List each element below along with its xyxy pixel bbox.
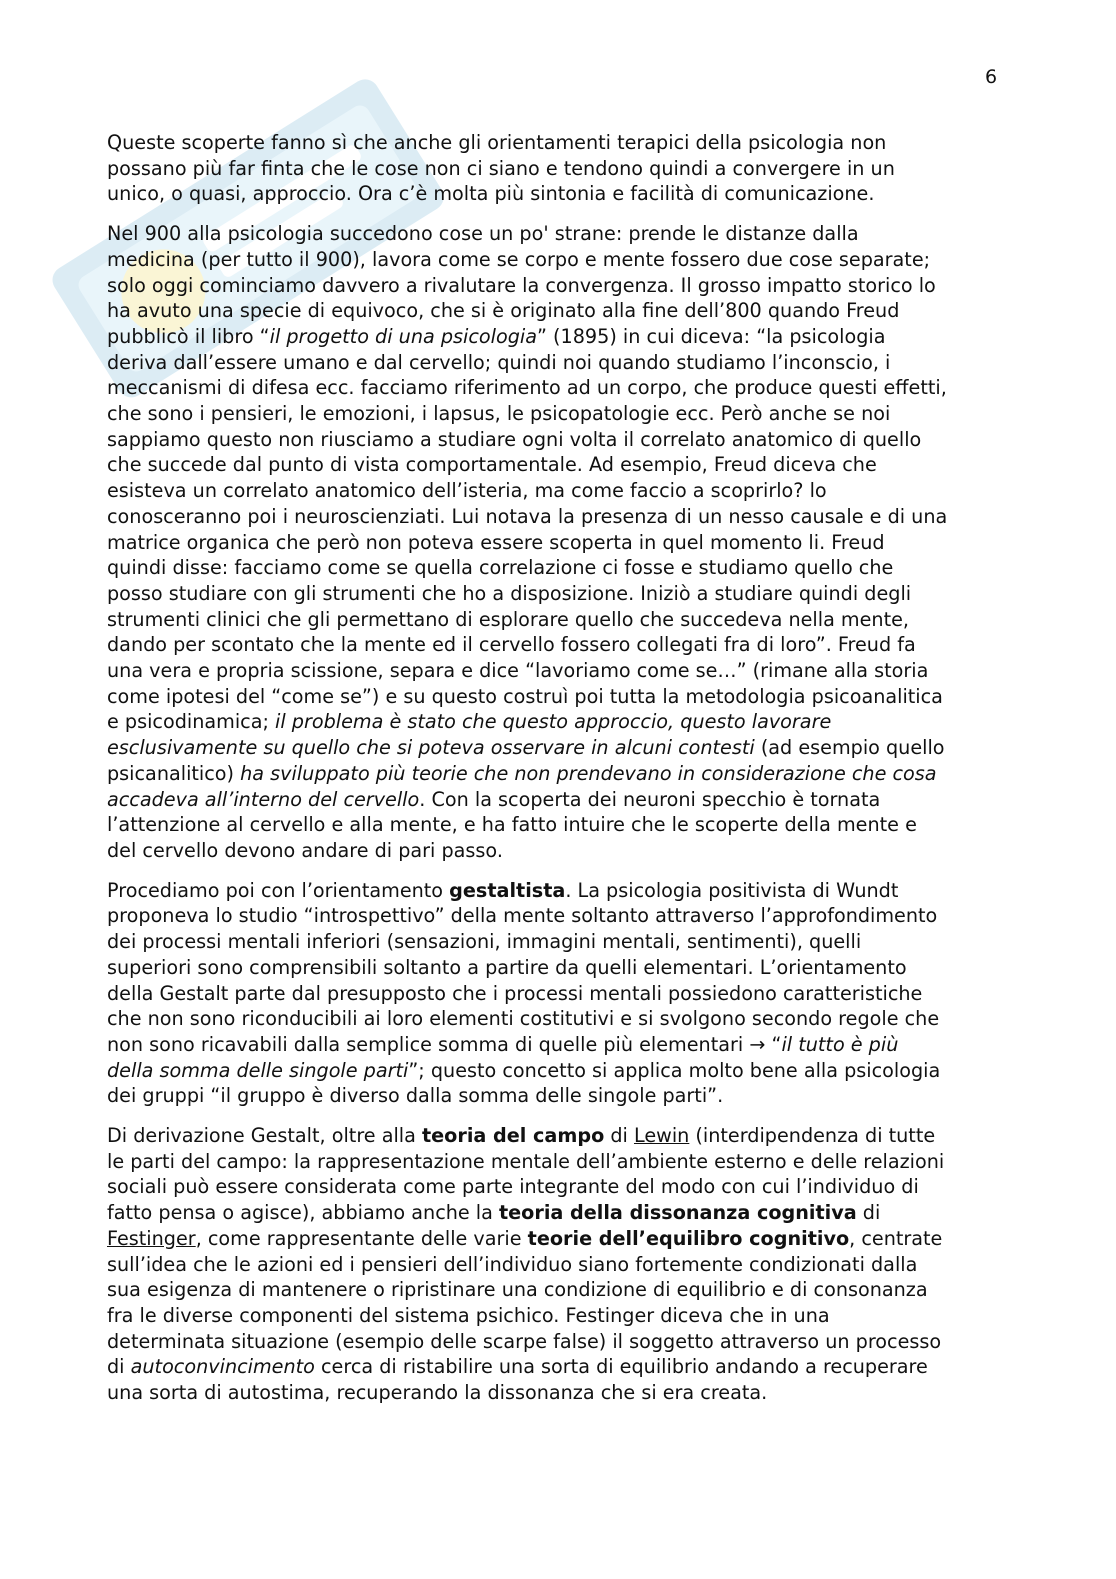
text-run: ”; questo concetto si applica molto bene alla psicologia dei gruppi “il gruppo è diverso dalla somma delle singole parti”. [107, 1058, 941, 1108]
paragraph-convergence: Queste scoperte fanno sì che anche gli orientamenti terapici della psicologia non possano più far finta che le cose non ci siano e tendono quindi a convergere in un unico, o quasi, approccio. Ora c’è molta più sintonia e facilità di comunicazione. [107, 131, 895, 206]
italic-run: il tutto è più della somma delle singole parti [107, 1032, 899, 1082]
text-run: di [604, 1124, 634, 1148]
italic-run: ha sviluppato più teorie che non prendevano in considerazione che cosa accadeva all’interno del cervello [107, 761, 937, 811]
text-run: , centrate sull’idea che le azioni ed i pensieri dell’individuo siano fortemente condizionati dalla sua esigenza di mantenere o ripristinare una condizione di equilibrio e di consonanza fra le diverse componenti del sistema psichico. Festinger diceva che in una determinata situazione (esempio delle scarpe false) il soggetto attraverso un processo di [107, 1226, 943, 1379]
paragraph-freud [107, 221, 1003, 864]
bold-term: teoria della dissonanza cognitiva [499, 1201, 857, 1225]
underlined-name-festinger: Festinger [107, 1226, 196, 1250]
document-body [107, 130, 1003, 1420]
text-run: , come rappresentante delle varie [195, 1226, 528, 1250]
text-run: cerca di ristabilire una sorta di equilibrio andando a recuperare una sorta di autostima, recuperando la dissonanza che si era creata. [107, 1355, 928, 1405]
bold-term: teoria del campo [421, 1124, 605, 1148]
italic-run: il problema è stato che questo approccio, questo lavorare esclusivamente su quello che si poteva osservare in alcuni contesti [107, 710, 832, 760]
italic-run: il progetto di una psicologia [269, 324, 537, 348]
bold-term: gestaltista [449, 878, 566, 902]
text-run: (ad esempio quello psicanalitico) [107, 736, 945, 785]
page-number: 6 [985, 66, 998, 88]
bold-term: teorie dell’equilibro cognitivo [527, 1226, 850, 1250]
text-run: Di derivazione Gestalt, oltre alla [107, 1124, 422, 1148]
italic-run: autoconvincimento [130, 1355, 315, 1379]
text-run: Nel 900 alla psicologia succedono cose un po' strane: prende le distanze dalla medicina (per tutto il 900), lavora come se corpo e mente fossero due cose separate; solo oggi cominciamo davvero a rivalutare la convergenza. Il grosso impatto storico lo ha avuto una specie di equivoco, che si è originato alla fine dell’800 quando Freud pubblicò il libro “ [107, 222, 936, 348]
text-run: . La psicologia positivista di Wundt proponeva lo studio “introspettivo” della mente soltanto attraverso l’approfondimento dei processi mentali inferiori (sensazioni, immagini mentali, sentimenti), quelli superiori sono comprensibili soltanto a partire da quelli elementari. L’orientamento della Gestalt parte dal presupposto che i processi mentali possiedono caratteristiche che non sono riconducibili ai loro elementi costitutivi e si svolgono secondo regole che non sono ricavabili dalla semplice somma di quelle più elementari [107, 878, 940, 1056]
arrow-right-icon: → [749, 1032, 766, 1056]
text-run: (interdipendenza di tutte le parti del campo: la rappresentazione mentale dell’ambiente esterno e delle relazioni sociali può essere considerata come parte integrante del modo con cui l’individuo di fatto pensa o agisce), abbiamo anche la [107, 1124, 945, 1225]
text-run: . Con la scoperta dei neuroni specchio è tornata l’attenzione al cervello e alla mente, e ha fatto intuire che le scoperte della mente e del cervello devono andare di pari passo. [107, 787, 917, 862]
text-run: “ [765, 1032, 782, 1056]
paragraph-field-theory [107, 1123, 1003, 1406]
text-run: Procediamo poi con l’orientamento [107, 878, 450, 902]
underlined-name-lewin: Lewin [633, 1124, 690, 1148]
text-run: di [862, 1201, 881, 1225]
paragraph-gestalt [107, 878, 1003, 1109]
text-run: ” (1895) in cui diceva: “la psicologia deriva dall’essere umano e dal cervello; quindi noi quando studiamo l’inconscio, i meccanismi di difesa ecc. facciamo riferimento ad un corpo, che produce questi effetti, che sono i pensieri, le emozioni, i lapsus, le psicopatologie ecc. Però anche se noi sappiamo questo non riusciamo a studiare ogni volta il correlato anatomico di quello che succede dal punto di vista comportamentale. Ad esempio, Freud diceva che esisteva un correlato anatomico dell’isteria, ma come faccio a scoprirlo? lo conosceranno poi i neuroscienziati. Lui notava la presenza di un nesso causale e di una matrice organica che però non poteva essere scoperta in quel momento li. Freud quindi disse: facciamo come se quella correlazione ci fosse e studiamo quello che posso studiare con gli strumenti che ho a disposizione. Iniziò a studiare quindi degli strumenti clinici che gli permettano di esplorare quello che succedeva nella mente, dando per scontato che la mente ed il cervello fossero collegati fra di loro”. Freud fa una vera e propria scissione, separa e dice “lavoriamo come se…” (rimane alla storia come ipotesi del “come se”) e su questo costruì poi tutta la metodologia psicoanalitica e psicodinamica; [107, 324, 948, 734]
